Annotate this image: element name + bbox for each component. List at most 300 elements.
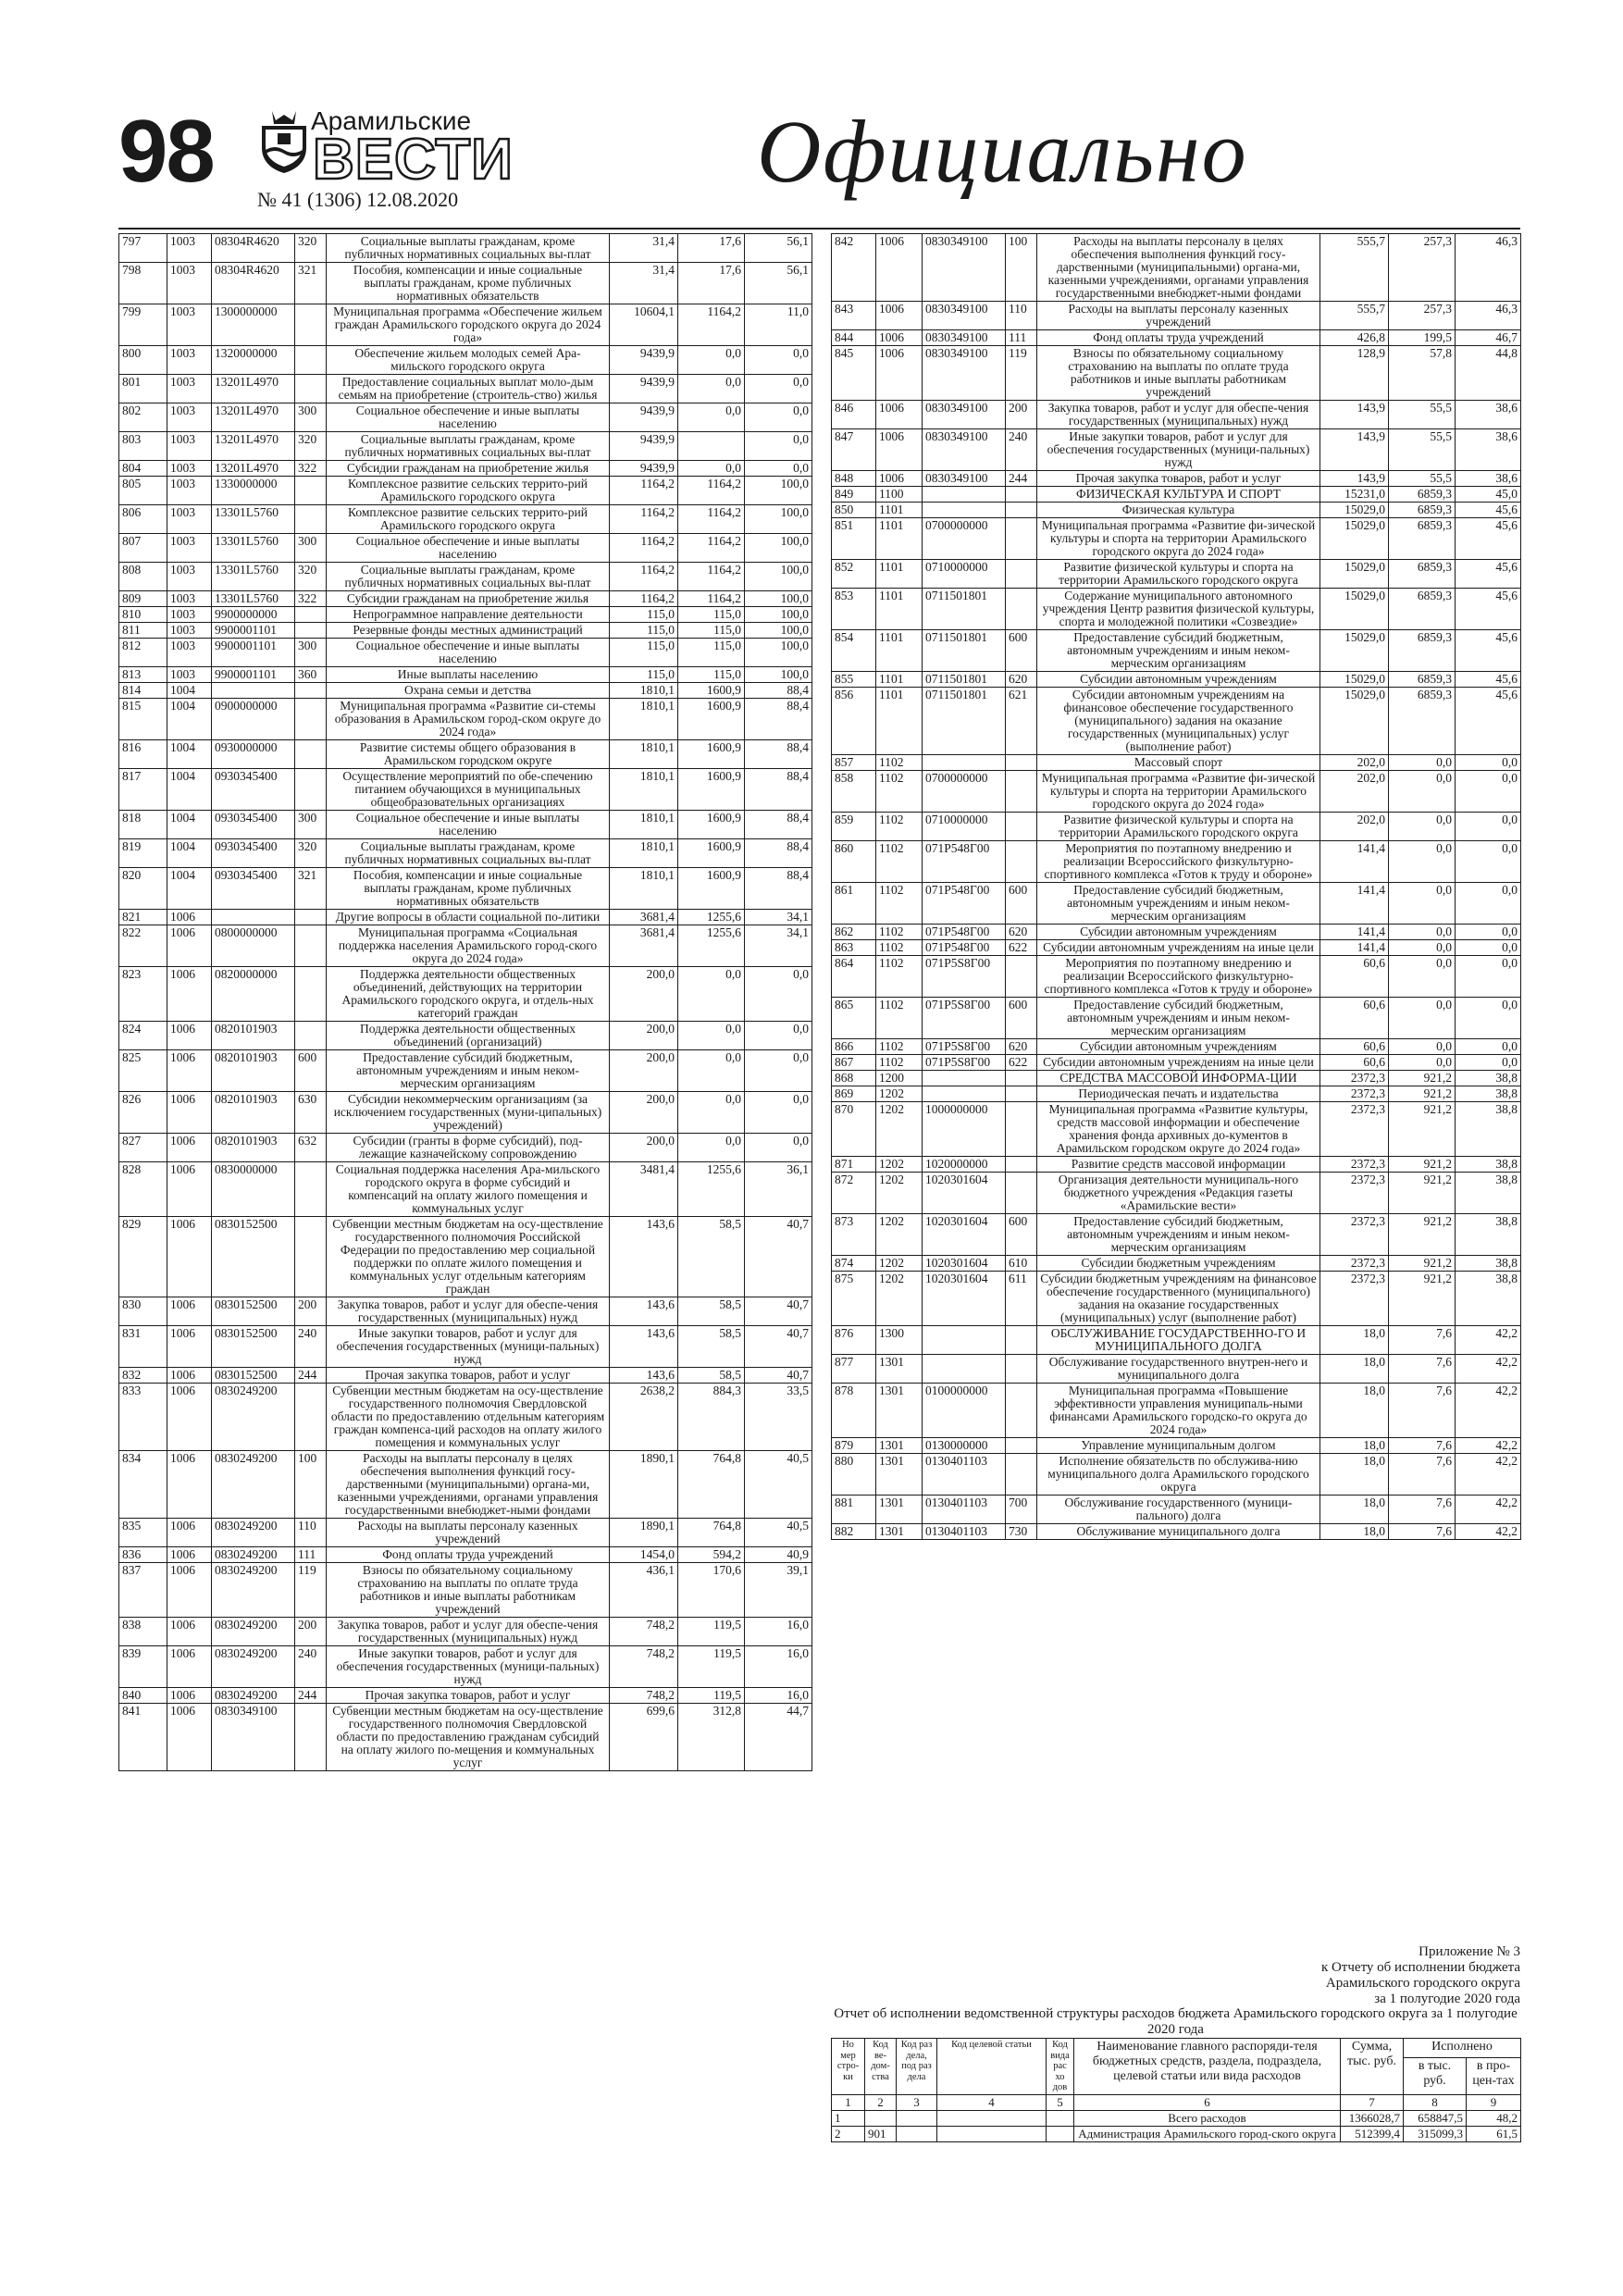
budget-cell: 300 (295, 811, 327, 839)
budget-row (119, 667, 812, 683)
budget-row (832, 1438, 1521, 1454)
budget-cell: 34,1 (745, 910, 812, 925)
budget-row (119, 1519, 812, 1547)
budget-cell: Резервные фонды местных администраций (327, 623, 610, 639)
budget-cell: Иные закупки товаров, работ и услуг для обеспечения государственных (муници-пальных) нужд (327, 1326, 610, 1368)
budget-cell: 40,7 (745, 1297, 812, 1326)
column-number: 3 (897, 2094, 937, 2110)
budget-cell: 1164,2 (678, 304, 745, 346)
budget-cell: 071P548Г00 (923, 841, 1006, 883)
budget-cell: Муниципальная программа «Повышение эффективности управления муниципаль-ными финансами Арамильского городско-го округа до 2024 года» (1037, 1384, 1320, 1438)
budget-cell: 1006 (876, 429, 923, 471)
report-cell: 901 (865, 2126, 897, 2141)
budget-cell: Закупка товаров, работ и услуг для обеспе-чения государственных (муниципальных) нужд (327, 1618, 610, 1646)
budget-row (119, 1384, 812, 1451)
budget-cell: 877 (832, 1355, 876, 1384)
budget-cell: 870 (832, 1102, 876, 1157)
budget-cell: 119,5 (678, 1618, 745, 1646)
budget-cell: 115,0 (610, 623, 678, 639)
budget-cell: 600 (1006, 1214, 1037, 1256)
budget-cell: 1330000000 (212, 477, 295, 505)
report-cell: 48,2 (1467, 2110, 1521, 2126)
budget-cell: 110 (295, 1519, 327, 1547)
brand-name: ВЕСТИ (313, 128, 514, 192)
budget-row (832, 630, 1521, 672)
budget-cell: 800 (119, 346, 167, 375)
budget-cell: 143,6 (610, 1326, 678, 1368)
budget-cell: Муниципальная программа «Социальная поддержка населения Арамильского город-ского округа до 2024 года» (327, 925, 610, 967)
report-subheader-cell: в про-цен-тах (1467, 2058, 1521, 2094)
budget-cell: 1301 (876, 1384, 923, 1438)
budget-cell: Мероприятия по поэтапному внедрению и реализации Всероссийского физкультурно-спортивного комплекса «Готов к труду и обороне» (1037, 956, 1320, 998)
budget-cell: 2372,3 (1320, 1071, 1389, 1086)
budget-cell: 1006 (876, 302, 923, 330)
budget-cell (295, 505, 327, 534)
budget-cell: 817 (119, 769, 167, 811)
budget-cell: Прочая закупка товаров, работ и услуг (1037, 471, 1320, 487)
budget-cell: 0,0 (745, 1022, 812, 1050)
budget-cell: 2372,3 (1320, 1214, 1389, 1256)
budget-cell (1006, 1102, 1037, 1157)
budget-cell: 1102 (876, 1055, 923, 1071)
budget-cell: 2372,3 (1320, 1272, 1389, 1326)
budget-cell: 071P5S8Г00 (923, 956, 1006, 998)
budget-cell: 1004 (167, 740, 212, 769)
budget-cell: 45,6 (1456, 688, 1521, 755)
budget-cell: Субвенции местным бюджетам на осу-ществление государственного полномочия Российской Федерации по предоставлению мер социальной поддержки по оплате жилого помещения и коммунальных услуг отдельным категориям граждан (327, 1217, 610, 1297)
budget-cell: 321 (295, 263, 327, 304)
budget-cell: 1006 (876, 401, 923, 429)
budget-cell: 1600,9 (678, 839, 745, 868)
budget-cell: 632 (295, 1134, 327, 1162)
budget-cell: 100 (295, 1451, 327, 1519)
budget-cell: 876 (832, 1326, 876, 1355)
budget-cell: 34,1 (745, 925, 812, 967)
budget-row (119, 910, 812, 925)
budget-cell: 45,6 (1456, 518, 1521, 560)
budget-cell: 240 (1006, 429, 1037, 471)
budget-row (832, 813, 1521, 841)
appendix-note (1058, 1944, 1520, 2007)
budget-cell: 0830349100 (923, 346, 1006, 401)
budget-cell: 1101 (876, 589, 923, 630)
budget-cell (1006, 589, 1037, 630)
budget-row (832, 1384, 1521, 1438)
page-header (118, 100, 1520, 231)
budget-cell: 0830249200 (212, 1384, 295, 1451)
budget-cell: Муниципальная программа «Развитие культуры, средств массовой информации и обеспечение хранения фонда архивных до-кументов в Арамильском городском округе до 2024 года» (1037, 1102, 1320, 1157)
budget-cell: 2372,3 (1320, 1256, 1389, 1272)
budget-row (832, 771, 1521, 813)
budget-row (119, 1297, 812, 1326)
budget-cell: 119 (1006, 346, 1037, 401)
budget-cell: 1600,9 (678, 868, 745, 910)
budget-row (119, 304, 812, 346)
budget-cell: 801 (119, 375, 167, 403)
budget-row (832, 471, 1521, 487)
budget-cell: 141,4 (1320, 940, 1389, 956)
budget-cell: 764,8 (678, 1451, 745, 1519)
budget-cell: 13301L5760 (212, 534, 295, 563)
budget-cell: 921,2 (1389, 1173, 1456, 1214)
budget-cell: 071P548Г00 (923, 940, 1006, 956)
report-header-cell: Код ве-дом-ства (865, 2039, 897, 2095)
budget-cell (212, 683, 295, 699)
budget-cell: Субсидии автономным учреждениям (1037, 925, 1320, 940)
budget-cell: 1006 (167, 1688, 212, 1704)
budget-cell: 764,8 (678, 1519, 745, 1547)
budget-cell: 200 (295, 1618, 327, 1646)
budget-row (832, 1173, 1521, 1214)
budget-cell: 748,2 (610, 1618, 678, 1646)
budget-cell (295, 925, 327, 967)
budget-cell: 071P5S8Г00 (923, 1039, 1006, 1055)
budget-cell: 426,8 (1320, 330, 1389, 346)
budget-cell: Субсидии автономным учреждениям (1037, 1039, 1320, 1055)
budget-cell: Иные закупки товаров, работ и услуг для обеспечения государственных (муници-пальных) нужд (1037, 429, 1320, 471)
budget-cell: 856 (832, 688, 876, 755)
budget-row (832, 755, 1521, 771)
budget-row (832, 1454, 1521, 1496)
budget-cell: 119,5 (678, 1688, 745, 1704)
budget-cell: 1004 (167, 868, 212, 910)
budget-cell: 832 (119, 1368, 167, 1384)
budget-cell: 622 (1006, 1055, 1037, 1071)
budget-row (119, 769, 812, 811)
budget-cell: 7,6 (1389, 1454, 1456, 1496)
budget-cell: 6859,3 (1389, 560, 1456, 589)
budget-cell: 1164,2 (678, 563, 745, 591)
budget-cell: 860 (832, 841, 876, 883)
budget-cell: 1004 (167, 699, 212, 740)
budget-row (832, 401, 1521, 429)
budget-cell (1006, 518, 1037, 560)
budget-cell: 1003 (167, 432, 212, 461)
budget-cell: 56,1 (745, 263, 812, 304)
budget-cell: Социальное обеспечение и иные выплаты населению (327, 534, 610, 563)
budget-cell: 0830249200 (212, 1563, 295, 1618)
budget-cell: 1164,2 (678, 477, 745, 505)
budget-cell: Субсидии автономным учреждениям на иные цели (1037, 940, 1320, 956)
budget-cell: 1600,9 (678, 683, 745, 699)
budget-cell: 816 (119, 740, 167, 769)
budget-cell: 0930345400 (212, 811, 295, 839)
budget-cell: 0830349100 (923, 401, 1006, 429)
budget-cell: 865 (832, 998, 876, 1039)
budget-cell: Развитие средств массовой информации (1037, 1157, 1320, 1173)
budget-cell: 1006 (167, 1547, 212, 1563)
budget-cell: 1102 (876, 1039, 923, 1055)
budget-cell: 748,2 (610, 1646, 678, 1688)
budget-cell: 1255,6 (678, 910, 745, 925)
budget-cell: 199,5 (1389, 330, 1456, 346)
budget-cell: Пособия, компенсации и иные социальные выплаты гражданам, кроме публичных нормативных обязательств (327, 868, 610, 910)
budget-cell: 240 (295, 1646, 327, 1688)
budget-cell: 839 (119, 1646, 167, 1688)
budget-cell: 15029,0 (1320, 589, 1389, 630)
budget-row (119, 1368, 812, 1384)
brand-top: Арамильские (311, 106, 472, 135)
budget-cell (1006, 1355, 1037, 1384)
budget-cell (295, 304, 327, 346)
budget-cell: Муниципальная программа «Развитие фи-зической культуры и спорта на территории Арамильского городского округа до 2024 года» (1037, 771, 1320, 813)
budget-cell: 600 (1006, 630, 1037, 672)
budget-cell: 803 (119, 432, 167, 461)
budget-cell: 808 (119, 563, 167, 591)
budget-cell: 0,0 (1456, 956, 1521, 998)
column-number: 1 (832, 2094, 865, 2110)
right-budget-table (831, 233, 1521, 1540)
budget-cell: 864 (832, 956, 876, 998)
budget-cell: 244 (1006, 471, 1037, 487)
budget-cell: 1004 (167, 811, 212, 839)
budget-cell (295, 1704, 327, 1771)
budget-cell: 60,6 (1320, 1055, 1389, 1071)
budget-row (119, 477, 812, 505)
budget-cell: 699,6 (610, 1704, 678, 1771)
budget-cell: Обслуживание государственного внутрен-него и муниципального долга (1037, 1355, 1320, 1384)
budget-cell: Муниципальная программа «Развитие си-стемы образования в Арамильском город-ском округе до 2024 года» (327, 699, 610, 740)
budget-cell: 829 (119, 1217, 167, 1297)
budget-cell: 88,4 (745, 769, 812, 811)
budget-cell: 6859,3 (1389, 518, 1456, 560)
budget-cell: Расходы на выплаты персоналу казенных учреждений (327, 1519, 610, 1547)
budget-cell: 115,0 (610, 639, 678, 667)
budget-cell: 1255,6 (678, 1162, 745, 1217)
budget-cell: Субвенции местным бюджетам на осу-ществление государственного полномочия Свердловской области по предоставлению отдельным категориям граждан компенса-ций расходов на оплату жилого помещения и коммунальных услуг (327, 1384, 610, 1451)
budget-cell: 0,0 (745, 1134, 812, 1162)
budget-cell: Развитие системы общего образования в Арамильском городском округе (327, 740, 610, 769)
budget-cell (295, 740, 327, 769)
budget-cell: 844 (832, 330, 876, 346)
budget-row (119, 1022, 812, 1050)
budget-cell: Муниципальная программа «Обеспечение жильем граждан Арамильского городского округа до 2024 года» (327, 304, 610, 346)
left-budget-table (118, 233, 812, 1771)
budget-cell: 1004 (167, 769, 212, 811)
budget-cell: 36,1 (745, 1162, 812, 1217)
budget-cell: 874 (832, 1256, 876, 1272)
budget-row (119, 839, 812, 868)
budget-cell (295, 699, 327, 740)
budget-row (832, 429, 1521, 471)
budget-cell: 119 (295, 1563, 327, 1618)
budget-cell: 884,3 (678, 1384, 745, 1451)
budget-cell: 1102 (876, 956, 923, 998)
budget-row (832, 302, 1521, 330)
budget-cell: 6859,3 (1389, 589, 1456, 630)
budget-row (832, 688, 1521, 755)
budget-cell: 15029,0 (1320, 688, 1389, 755)
budget-cell: 244 (295, 1368, 327, 1384)
budget-row (832, 841, 1521, 883)
budget-cell: 0,0 (678, 1022, 745, 1050)
column-number: 7 (1341, 2094, 1404, 2110)
budget-cell: 1003 (167, 534, 212, 563)
budget-cell: ОБСЛУЖИВАНИЕ ГОСУДАРСТВЕННО-ГО И МУНИЦИПАЛЬНОГО ДОЛГА (1037, 1326, 1320, 1355)
budget-cell: 13301L5760 (212, 505, 295, 534)
budget-cell: 0711501801 (923, 630, 1006, 672)
budget-cell: 818 (119, 811, 167, 839)
budget-cell: 812 (119, 639, 167, 667)
report-cell (865, 2110, 897, 2126)
budget-cell: 0,0 (678, 1092, 745, 1134)
budget-cell: 748,2 (610, 1688, 678, 1704)
budget-cell: 44,7 (745, 1704, 812, 1771)
budget-cell: 809 (119, 591, 167, 607)
budget-cell: Субсидии автономным учреждениям на финансовое обеспечение государственного (муниципального) задания на оказание государственных (муниципальных) услуг (выполнение работ) (1037, 688, 1320, 755)
budget-cell: Другие вопросы в области социальной по-литики (327, 910, 610, 925)
report-cell (937, 2126, 1047, 2141)
budget-cell: 38,8 (1456, 1102, 1521, 1157)
budget-cell: 300 (295, 639, 327, 667)
budget-cell: 111 (295, 1547, 327, 1563)
budget-cell (678, 432, 745, 461)
budget-cell (1006, 1384, 1037, 1438)
column-number: 5 (1047, 2094, 1074, 2110)
budget-cell: 849 (832, 487, 876, 503)
budget-cell: 1003 (167, 667, 212, 683)
budget-row (832, 1214, 1521, 1256)
budget-cell: 18,0 (1320, 1355, 1389, 1384)
budget-cell: 873 (832, 1214, 876, 1256)
budget-row (119, 1704, 812, 1771)
budget-cell: 200,0 (610, 1050, 678, 1092)
budget-cell: 0,0 (678, 375, 745, 403)
budget-cell: 0,0 (745, 1092, 812, 1134)
budget-cell: Расходы на выплаты персоналу в целях обеспечения выполнения функций госу-дарственными (муниципальными) органа-ми, казенными учреждениями, органами управления государственными внебюджет-ными фондами (1037, 234, 1320, 302)
budget-cell: 1020301604 (923, 1272, 1006, 1326)
budget-cell (923, 1086, 1006, 1102)
budget-cell: 1810,1 (610, 683, 678, 699)
budget-cell: 13201L4970 (212, 375, 295, 403)
budget-cell: 820 (119, 868, 167, 910)
budget-cell: 861 (832, 883, 876, 925)
budget-cell (212, 910, 295, 925)
budget-cell: 0930345400 (212, 839, 295, 868)
budget-cell: Прочая закупка товаров, работ и услуг (327, 1688, 610, 1704)
budget-cell (923, 1071, 1006, 1086)
budget-cell (295, 623, 327, 639)
budget-cell: 1890,1 (610, 1451, 678, 1519)
budget-cell: 0,0 (678, 967, 745, 1022)
budget-cell: 9439,9 (610, 346, 678, 375)
budget-cell: 1810,1 (610, 769, 678, 811)
issue-info: № 41 (1306) 12.08.2020 (257, 188, 459, 211)
budget-cell: 38,8 (1456, 1086, 1521, 1102)
budget-cell: 55,5 (1389, 471, 1456, 487)
budget-cell: 40,5 (745, 1519, 812, 1547)
budget-cell: 100,0 (745, 623, 812, 639)
budget-cell: 620 (1006, 1039, 1037, 1055)
budget-cell: 1006 (167, 1050, 212, 1092)
budget-cell: 1202 (876, 1272, 923, 1326)
budget-cell: 18,0 (1320, 1454, 1389, 1496)
budget-cell: 9439,9 (610, 403, 678, 432)
budget-cell: 119,5 (678, 1646, 745, 1688)
budget-cell: 257,3 (1389, 234, 1456, 302)
budget-cell: Иные выплаты населению (327, 667, 610, 683)
budget-cell: 840 (119, 1688, 167, 1704)
budget-cell: Закупка товаров, работ и услуг для обеспе-чения государственных (муниципальных) нужд (327, 1297, 610, 1326)
budget-cell: 1020000000 (923, 1157, 1006, 1173)
budget-cell: 1003 (167, 263, 212, 304)
budget-cell: 1164,2 (678, 505, 745, 534)
budget-cell: 1101 (876, 518, 923, 560)
budget-cell: 1255,6 (678, 925, 745, 967)
budget-cell: Исполнение обязательств по обслужива-нию муниципального долга Арамильского городского округа (1037, 1454, 1320, 1496)
budget-cell: 1006 (876, 234, 923, 302)
budget-cell: 100,0 (745, 477, 812, 505)
budget-cell: 0,0 (1456, 998, 1521, 1039)
budget-cell: 15029,0 (1320, 503, 1389, 518)
budget-cell: 0,0 (678, 403, 745, 432)
budget-row (119, 505, 812, 534)
budget-cell: Непрограммное направление деятельности (327, 607, 610, 623)
budget-cell: Субсидии некоммерческим организациям (за исключением государственных (муни-ципальных) учреждений) (327, 1092, 610, 1134)
budget-cell: 700 (1006, 1496, 1037, 1524)
budget-cell (1006, 560, 1037, 589)
budget-cell: 115,0 (678, 639, 745, 667)
budget-cell: 08304R4620 (212, 263, 295, 304)
budget-cell: 0830349100 (923, 234, 1006, 302)
budget-row (119, 607, 812, 623)
budget-cell: 1003 (167, 346, 212, 375)
budget-row (832, 883, 1521, 925)
budget-cell: Содержание муниципального автономного учреждения Центр развития физической культуры, спорта и молодежной политики «Созвездие» (1037, 589, 1320, 630)
budget-row (119, 811, 812, 839)
budget-cell: 882 (832, 1524, 876, 1540)
budget-cell: 7,6 (1389, 1496, 1456, 1524)
budget-cell: 100,0 (745, 667, 812, 683)
budget-cell: 1006 (167, 1368, 212, 1384)
budget-cell: 9900001101 (212, 623, 295, 639)
report-header-cell: Но мер стро-ки (832, 2039, 865, 2095)
budget-cell: 0830152500 (212, 1297, 295, 1326)
budget-cell: 921,2 (1389, 1086, 1456, 1102)
budget-cell: Обслуживание государственного (муници-пального) долга (1037, 1496, 1320, 1524)
budget-cell: 202,0 (1320, 813, 1389, 841)
budget-cell: Предоставление субсидий бюджетным, автономным учреждениям и иным неком-мерческим организациям (1037, 998, 1320, 1039)
budget-cell: 875 (832, 1272, 876, 1326)
budget-cell: 1300 (876, 1326, 923, 1355)
budget-cell: Поддержка деятельности общественных объединений (организаций) (327, 1022, 610, 1050)
budget-cell: Субвенции местным бюджетам на осу-ществление государственного полномочия Свердловской области по предоставлению гражданам субсидий на оплату жилого по-мещения и коммунальных услуг (327, 1704, 610, 1771)
budget-cell: 1003 (167, 623, 212, 639)
budget-cell: 1810,1 (610, 699, 678, 740)
budget-cell: 921,2 (1389, 1102, 1456, 1157)
report-cell: 658847,5 (1404, 2110, 1467, 2126)
budget-cell: 1200 (876, 1071, 923, 1086)
budget-cell: 200,0 (610, 967, 678, 1022)
budget-cell: 115,0 (610, 607, 678, 623)
budget-cell: 836 (119, 1547, 167, 1563)
budget-cell: 1006 (167, 1297, 212, 1326)
budget-cell: 143,9 (1320, 471, 1389, 487)
budget-row (832, 940, 1521, 956)
budget-cell: 600 (1006, 883, 1037, 925)
budget-cell: 312,8 (678, 1704, 745, 1771)
budget-row (119, 683, 812, 699)
appendix-line: за 1 полугодие 2020 года (1374, 1992, 1520, 2006)
budget-cell: 42,2 (1456, 1454, 1521, 1496)
budget-cell: 0,0 (1389, 755, 1456, 771)
budget-cell: Управление муниципальным долгом (1037, 1438, 1320, 1454)
report-cell (1047, 2110, 1074, 2126)
budget-cell: Развитие физической культуры и спорта на территории Арамильского городского округа (1037, 813, 1320, 841)
budget-cell: 0710000000 (923, 560, 1006, 589)
budget-row (832, 998, 1521, 1039)
budget-cell: 200 (295, 1297, 327, 1326)
